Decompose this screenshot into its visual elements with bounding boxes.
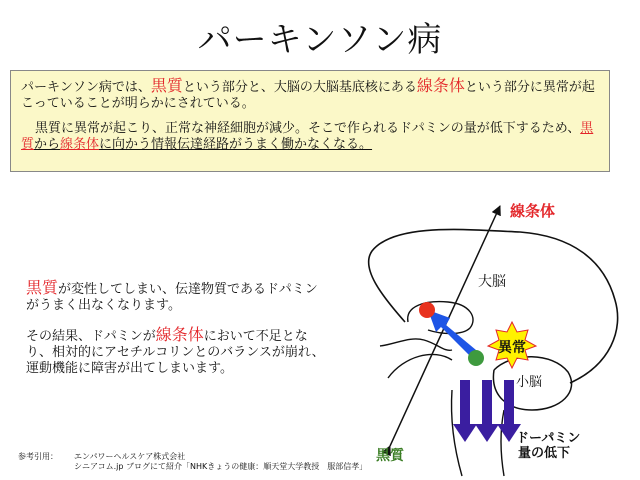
substantia-nigra-dot: [468, 350, 484, 366]
reference-line: エンパワーヘルスケア株式会社: [74, 452, 186, 461]
abnormality-label: 異常: [498, 340, 526, 356]
reference-label: 参考引用：: [18, 452, 58, 461]
brainstem-outline: [501, 410, 504, 476]
reference-label-spacer: [18, 462, 74, 472]
striatum-dot: [419, 302, 435, 318]
summary-text: という部分と、大脳の大脳基底核にある: [182, 80, 417, 95]
label-dopamine-line1: ドーパミン: [516, 431, 581, 446]
label-kokushitsu: 黒質: [376, 448, 404, 464]
summary-text: という部分に異常が起こっていることが明らかにされている。: [21, 80, 595, 111]
term-senjoutai: 線条体: [60, 137, 100, 152]
dopamine-decrease-arrow: [453, 380, 477, 442]
brain-inner-fold: [380, 339, 452, 350]
label-dopamine-line2: 量の低下: [518, 446, 571, 461]
reference-row: [18, 462, 367, 472]
brain-inner-fold: [388, 354, 452, 378]
term-senjoutai: 線条体: [155, 325, 204, 344]
summary-text: パーキンソン病では、: [21, 80, 151, 95]
label-shono: 小脳: [516, 375, 543, 390]
summary-text: 黒質に異常が起こり、正常な神経細胞が減少。そこで作られるドパミンの量が低下するため、: [35, 121, 581, 136]
term-kokushitsu: 黒質: [21, 121, 594, 152]
label-senjoutai: 線条体: [510, 202, 556, 220]
term-kokushitsu: 黒質: [150, 76, 183, 95]
term-kokushitsu: 黒質: [26, 278, 59, 297]
cerebrum-outline: [369, 229, 618, 383]
explanation-text-run: その結果、ドパミンが: [26, 329, 156, 344]
summary-text: に向かう情報伝達経路がうまく働かなくなる。: [99, 137, 373, 152]
references: [18, 452, 367, 472]
term-senjoutai: 線条体: [416, 76, 465, 95]
reference-line: シニアコム.jp ブログにて紹介「NHKきょうの健康：順天堂大学教授 服部信孝」: [74, 462, 368, 471]
label-daino: 大脳: [478, 274, 506, 290]
explanation-text-run: において不足となり、相対的にアセチルコリンとのバランスが崩れ、運動機能に障害が出てしまいます。: [26, 329, 325, 376]
summary-text: から: [34, 137, 61, 152]
explanation-text-run: が変性してしまい、伝達物質であるドパミンがうまく出なくなります。: [26, 282, 318, 313]
page-title: パーキンソン病: [197, 20, 443, 60]
reference-row: [18, 452, 367, 462]
